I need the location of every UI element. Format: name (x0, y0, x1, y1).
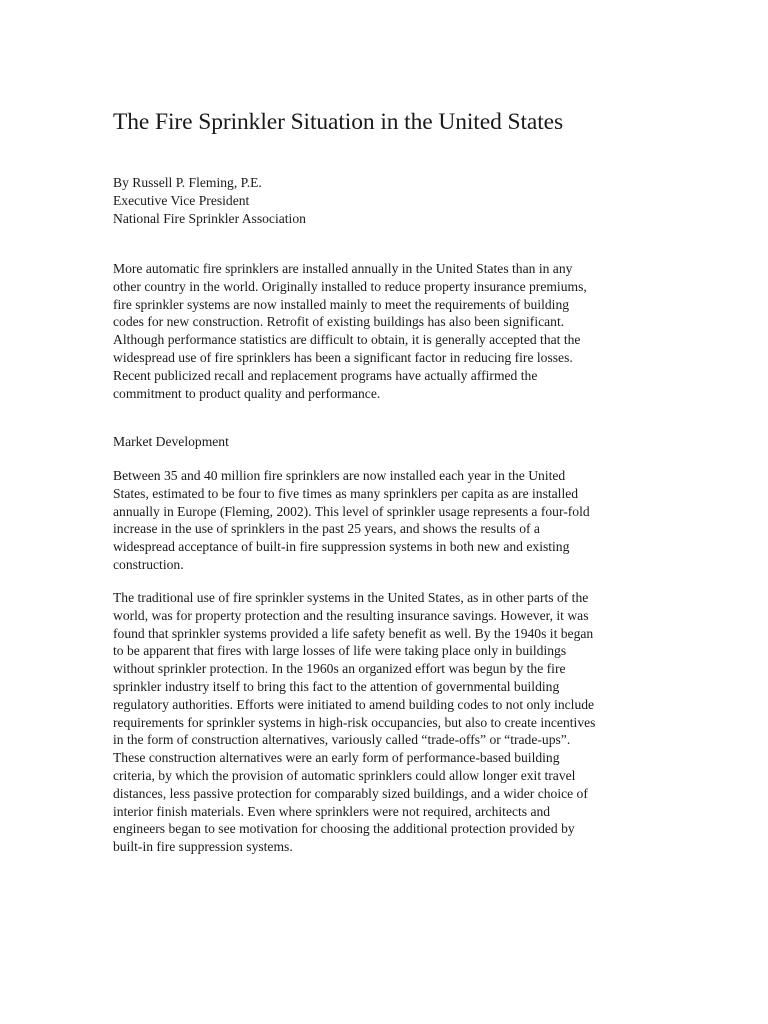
text-line: The traditional use of fire sprinkler systems in the United States, as in other parts of the (113, 590, 589, 605)
text-line: engineers began to see motivation for choosing the additional protection provided by (113, 821, 575, 837)
text-line: criteria, by which the provision of automatic sprinklers could allow longer exit travel (113, 767, 576, 783)
text-line: sprinkler industry itself to bring this fact to the attention of governmental building (113, 678, 560, 694)
market-paragraph-1 (113, 467, 643, 574)
text-line: Recent publicized recall and replacement programs have actually affirmed the (113, 367, 538, 383)
text-line: widespread acceptance of built-in fire suppression systems in both new and existing (113, 539, 570, 555)
text-line: States, estimated to be four to five times as many sprinklers per capita as are installed (113, 485, 579, 501)
text-line: distances, less passive protection for comparably sized buildings, and a wider choice of (113, 785, 588, 801)
text-line: built-in fire suppression systems. (113, 839, 293, 855)
text-line: other country in the world. Originally installed to reduce property insurance premiums, (113, 278, 587, 294)
section-heading: Market Development (113, 434, 229, 449)
text-line: codes for new construction. Retrofit of existing buildings has also been significant. (113, 314, 565, 330)
text-line: commitment to product quality and performance. (113, 385, 381, 401)
text-line: annually in Europe (Fleming, 2002). This level of sprinkler usage represents a four-fold (113, 503, 590, 519)
text-line: requirements for sprinkler systems in high-risk occupancies, but also to create incentives (113, 714, 596, 730)
market-paragraph-2 (113, 589, 643, 856)
text-line: to be apparent that fires with large losses of life were taking place only in buildings (113, 643, 567, 659)
text-line: found that sprinkler systems provided a life safety benefit as well. By the 1940s it began (113, 625, 594, 641)
document-title: The Fire Sprinkler Situation in the United States (113, 109, 564, 135)
text-line: world, was for property protection and the resulting insurance savings. However, it was (113, 607, 589, 623)
text-line: in the form of construction alternatives, variously called “trade-offs” or “trade-ups”. (113, 732, 571, 748)
text-line: increase in the use of sprinklers in the past 25 years, and shows the results of a (113, 521, 540, 537)
text-line: regulatory authorities. Efforts were initiated to amend building codes to not only include (113, 696, 595, 712)
text-line: construction. (113, 556, 184, 572)
text-line: These construction alternatives were an early form of performance-based building (113, 750, 560, 766)
author-position: Executive Vice President (113, 193, 250, 208)
intro-paragraph (113, 260, 643, 402)
author-organization: National Fire Sprinkler Association (113, 211, 306, 226)
text-line: Although performance statistics are difficult to obtain, it is generally accepted that the (113, 332, 581, 348)
text-line: fire sprinkler systems are now installed mainly to meet the requirements of building (113, 296, 570, 312)
text-line: widespread use of fire sprinklers has been a significant factor in reducing fire losses. (113, 349, 573, 365)
text-line: Between 35 and 40 million fire sprinklers are now installed each year in the United (113, 468, 566, 483)
author-name: By Russell P. Fleming, P.E. (113, 175, 262, 190)
text-line: without sprinkler protection. In the 1960s an organized effort was begun by the fire (113, 661, 566, 677)
text-line: More automatic fire sprinklers are installed annually in the United States than in any (113, 261, 573, 276)
author-block (113, 174, 306, 228)
text-line: interior finish materials. Even where sprinklers were not required, architects and (113, 803, 551, 819)
